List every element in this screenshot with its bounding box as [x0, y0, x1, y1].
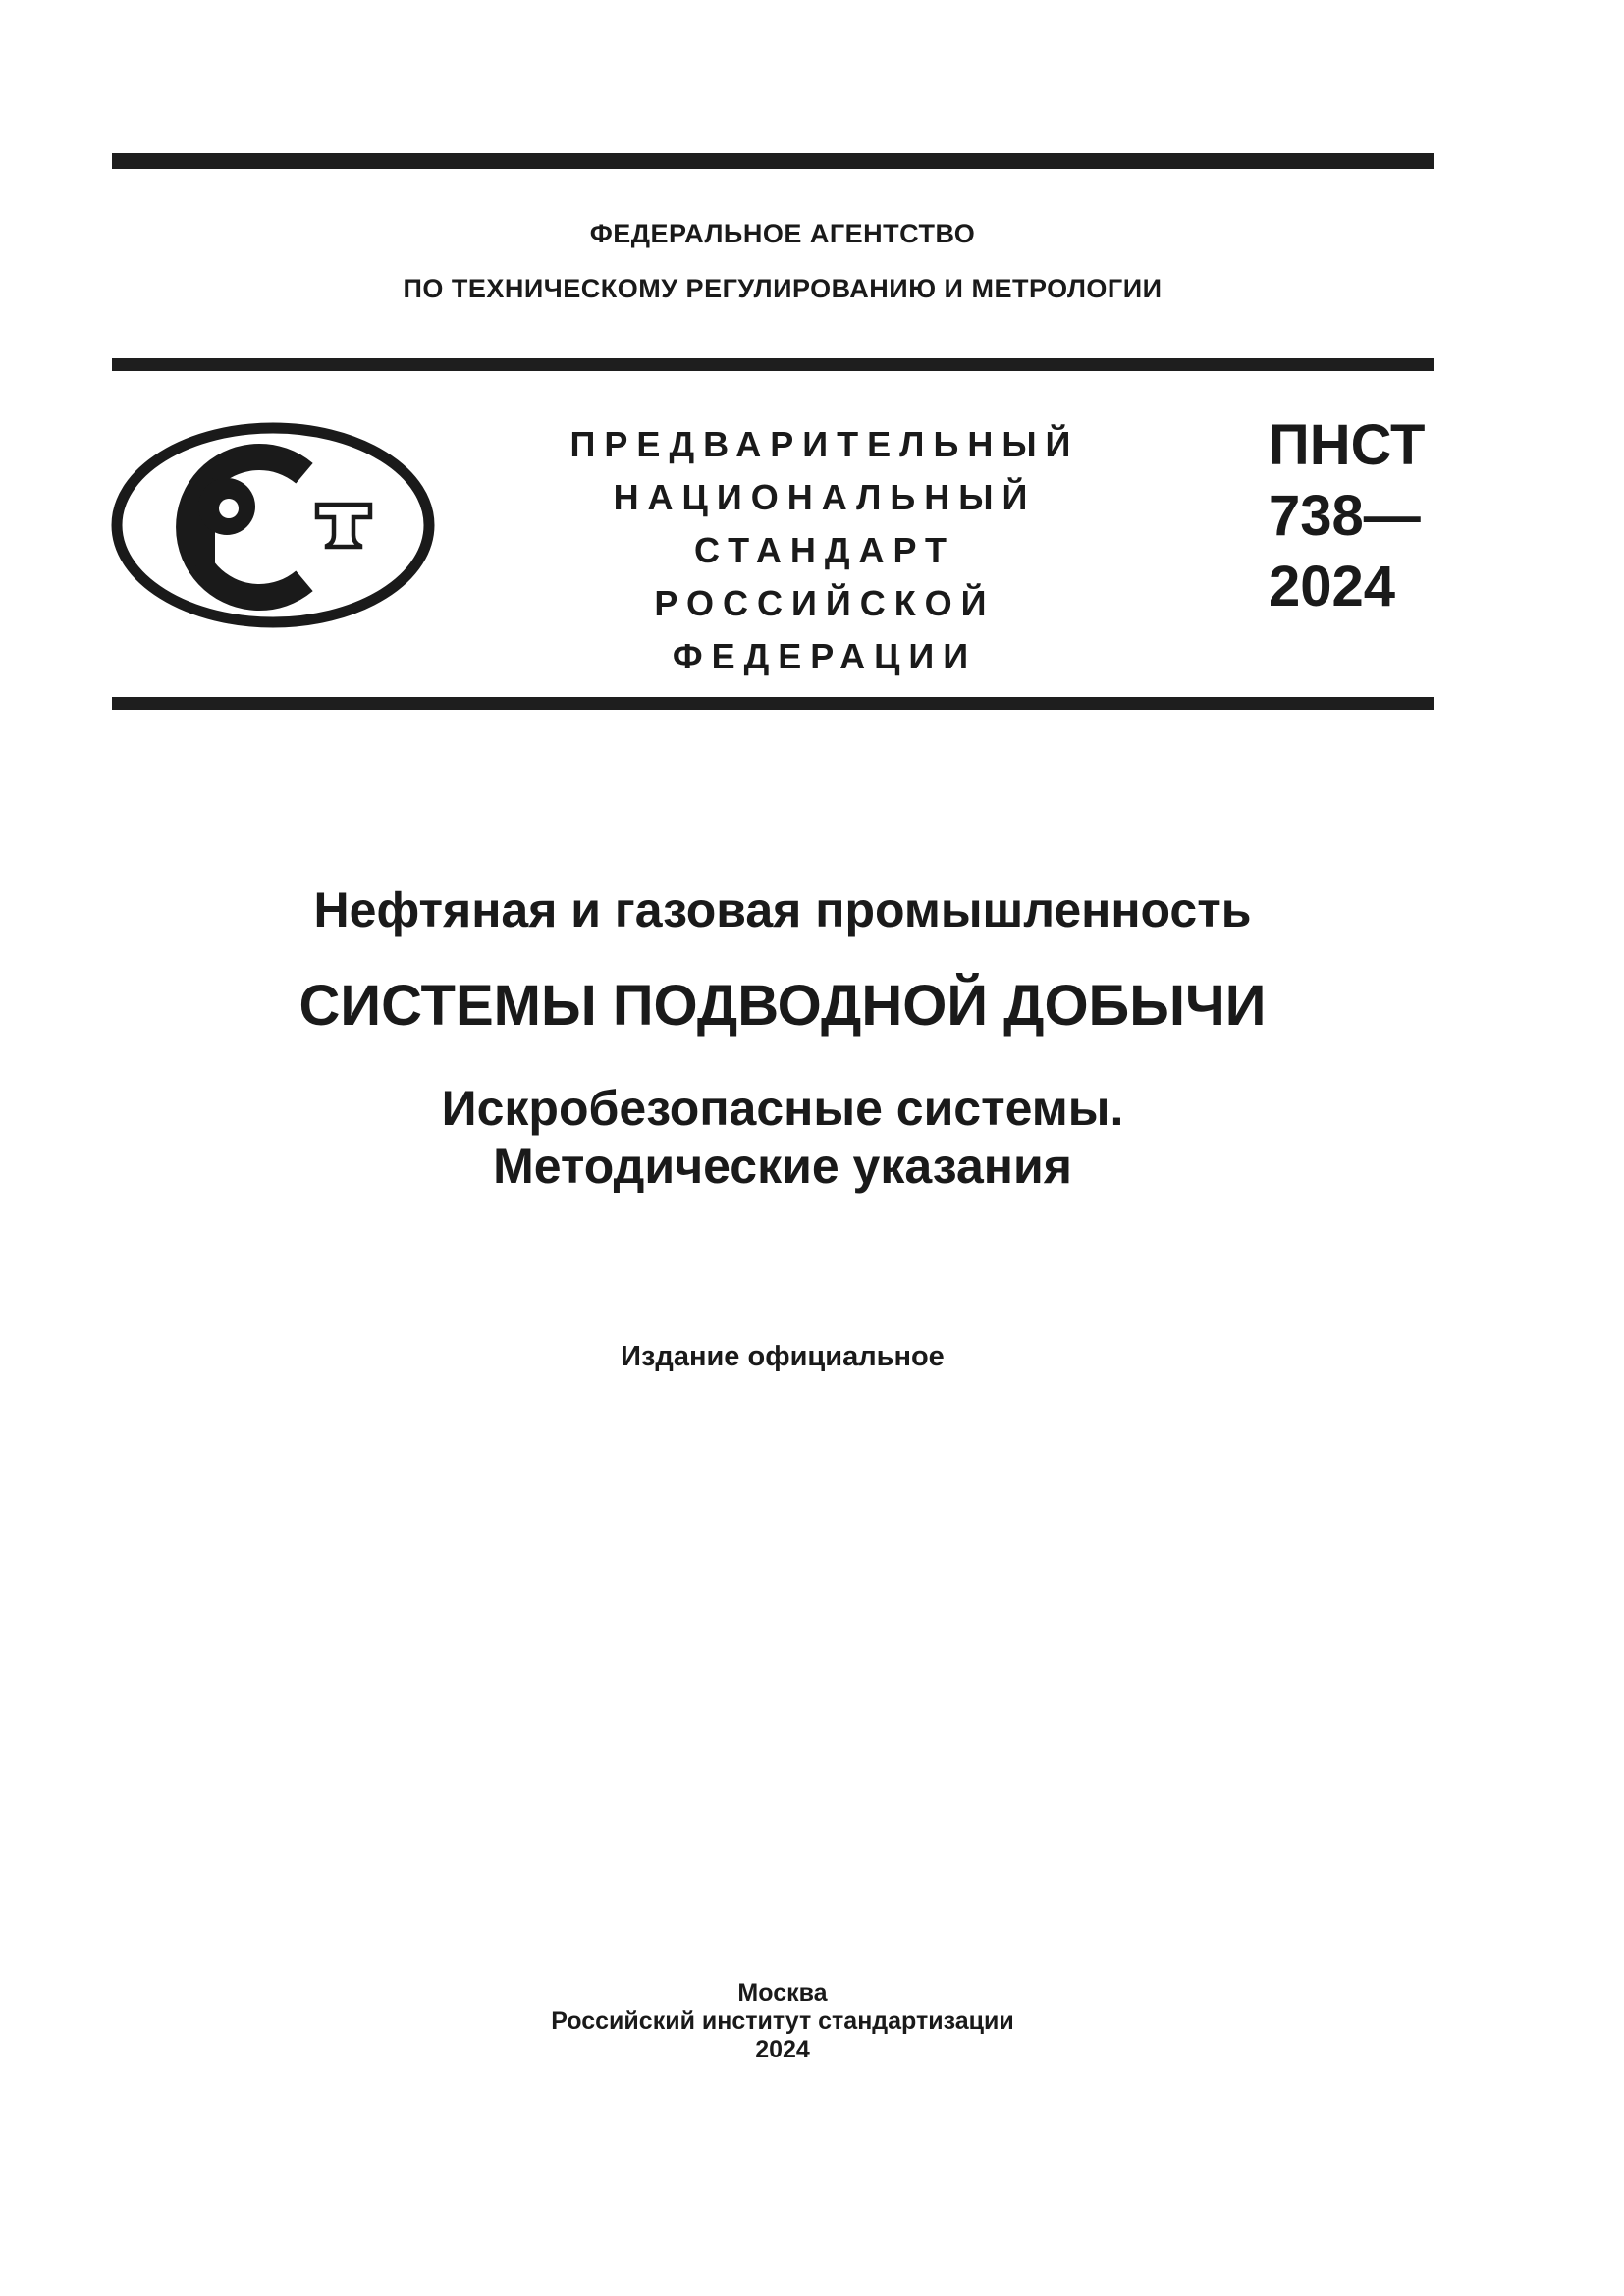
- standard-type-line-4: РОССИЙСКОЙ: [654, 583, 996, 623]
- imprint-publisher: Российский институт стандартизации: [551, 2007, 1014, 2035]
- bottom-rule: [112, 697, 1434, 710]
- title-subtitle-line-1: Искробезопасные системы.: [441, 1081, 1124, 1136]
- top-rule: [112, 153, 1434, 169]
- designation-number: 738—: [1269, 484, 1421, 548]
- title-subtitle-line-2: Методические указания: [493, 1139, 1072, 1194]
- title-subject: Нефтяная и газовая промышленность: [313, 882, 1252, 937]
- middle-rule: [112, 358, 1434, 371]
- standard-type-block: [442, 418, 1208, 683]
- agency-name-line-2: ПО ТЕХНИЧЕСКОМУ РЕГУЛИРОВАНИЮ И МЕТРОЛОГИИ: [403, 274, 1163, 303]
- agency-name-line-1: ФЕДЕРАЛЬНОЕ АГЕНТСТВО: [589, 219, 976, 248]
- rst-logo: [111, 422, 435, 628]
- standard-type-line-2: НАЦИОНАЛЬНЫЙ: [613, 477, 1037, 517]
- standard-designation-block: [1269, 410, 1435, 622]
- rst-certification-mark-icon: [111, 422, 435, 628]
- standard-type-line-1: ПРЕДВАРИТЕЛЬНЫЙ: [569, 424, 1080, 464]
- title-main: СИСТЕМЫ ПОДВОДНОЙ ДОБЫЧИ: [298, 974, 1267, 1038]
- imprint-year: 2024: [755, 2036, 810, 2063]
- imprint-city: Москва: [737, 1979, 828, 2006]
- designation-year: 2024: [1269, 555, 1396, 618]
- standard-type-line-5: ФЕДЕРАЦИИ: [672, 636, 978, 676]
- standard-type-line-3: СТАНДАРТ: [694, 530, 955, 570]
- designation-code: ПНСТ: [1269, 413, 1426, 477]
- edition-note: Издание официальное: [621, 1341, 945, 1372]
- imprint-block: [118, 1979, 1447, 2064]
